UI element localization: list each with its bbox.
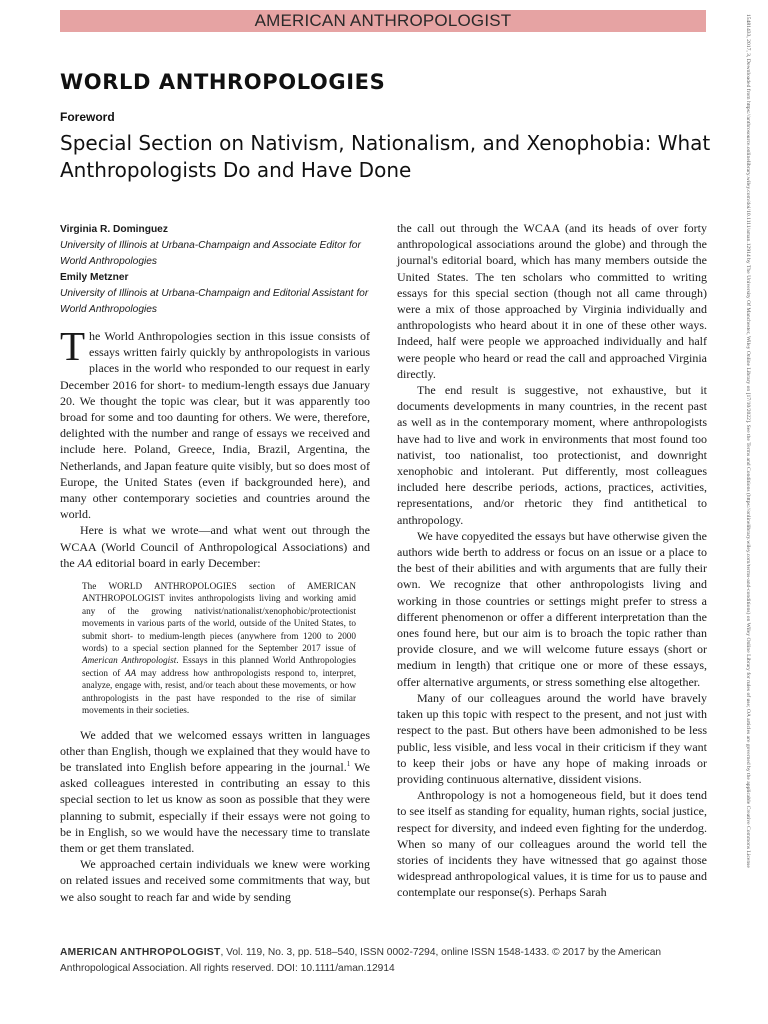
paragraph	[60, 522, 370, 571]
paragraph	[60, 323, 370, 522]
author-name: Virginia R. Dominguez	[60, 224, 168, 235]
author-affiliation: University of Illinois at Urbana-Champaign and Associate Editor for World Anthropologies	[60, 240, 361, 267]
quote-text: The WORLD ANTHROPOLOGIES section of AMERICAN ANTHROPOLOGIST invites anthropologists living and working amid any of the growing nativist/nationalist/xenophobic/protectionist movements in various parts of the world, outside of the United States, to submit short- to medium-length pieces (anywhere from 1200 to 2000 words) to a special section planned for the September 2017 issue of	[82, 581, 356, 654]
footer-citation: , Vol. 119, No. 3, pp. 518–540, ISSN 0002-7294, online ISSN 1548-1433. © 2017 by the American Anthropological Association. All rights reserved. DOI: 10.1111/aman.12914	[60, 947, 662, 974]
quote-text: may address how anthropologists respond to, interpret, analyze, engage with, resist, and/or teach about these movements, or how anthropologists in the past have responded to the rise of similar movements in their societies.	[82, 667, 356, 716]
download-side-note	[742, 14, 752, 1004]
quote-text: . Essays in this planned World Anthropologies section of	[82, 655, 356, 678]
author-block	[60, 222, 370, 318]
paragraph: We approached certain individuals we knew were working on related issues and received some commitments that way, but we also sought to reach far and wide by sending	[60, 857, 370, 904]
footer-journal-name: AMERICAN ANTHROPOLOGIST	[60, 947, 221, 958]
paragraph-text: editorial board in early December:	[92, 555, 261, 570]
journal-name: AMERICAN ANTHROPOLOGIST	[254, 11, 512, 30]
paragraph: We have copyedited the essays but have otherwise given the authors wide berth to address or focus on an issue or a place to the best of their abilities and with arguments that are fully their own. We recognize that other anthropologists living and working in those countries or settings might prefer to stress a different phenomenon or offer a different interpretation than the ones found here, but our aim is to broach the topic rather than provide closure, and we will welcome future essays (short or medium in length) that critique one or more of these essays, offer alternative arguments, or stress something else altogether.	[397, 528, 707, 689]
journal-header-bar	[60, 10, 706, 32]
paragraph-text: he World Anthropologies section in this issue consists of essays written fairly quickly by anthropologists in various places in the world who responded to our request in early December 2016 for short- to medium-length essays due January 20. We thought the topic was clear, but it was apparently too broad for some and too daunting for others. We were, therefore, delighted with the number and range of essays we received and include here. Poland, Greece, India, Brazil, Argentina, the Netherlands, and Japan feature quite visibly, but so does most of Europe, the United States (even if backgrounded here), and many other contemporary societies and countries around the world.	[60, 329, 370, 522]
paragraph-text: Here is what we wrote—and what went out through the WCAA (World Council of Anthropological Associations) and the	[60, 523, 370, 570]
drop-cap: T	[60, 323, 86, 369]
paragraph	[60, 727, 370, 857]
article-title: Special Section on Nativism, Nationalism, and Xenophobia: What Anthropologists Do and Have Done	[60, 131, 711, 182]
left-column	[60, 323, 371, 905]
foreword-label: Foreword	[60, 110, 115, 124]
author-affiliation: University of Illinois at Urbana-Champaign and Editorial Assistant for World Anthropologies	[60, 288, 369, 315]
journal-abbrev: AA	[77, 555, 93, 570]
right-column	[397, 220, 707, 901]
section-title: WORLD ANTHROPOLOGIES	[60, 70, 386, 94]
paragraph-text: We added that we welcomed essays written in languages other than English, though we explained that they would have to be translated into English before appearing in the journal.	[60, 727, 370, 774]
side-note-text: 15481433, 2017, 3, Downloaded from https://anthrosource.onlinelibrary.wiley.com/doi/10.1111/aman.12914 by The University Of Manchester, Wiley Online Library on [17/10/2022]. See the Terms and Conditions (https://onlinelibrary.wiley.com/terms-and-conditions) on Wiley Online Library for rules of use; OA articles are governed by the applicable Creative Commons License	[745, 14, 751, 868]
footnote-marker[interactable]: 1	[346, 759, 351, 768]
author-name: Emily Metzner	[60, 272, 129, 283]
page-footer	[60, 945, 706, 977]
journal-abbrev: AA	[124, 667, 137, 678]
paragraph: the call out through the WCAA (and its heads of over forty anthropological associations around the globe) and through the journal's editorial board, which has many members outside the United States. The ten scholars who committed to writing essays for this special section (though not all came through) were a mix of those approached by Virginia individually and anthropologists who heard about it in one of these other ways. Indeed, half were people we approached individually and half were people who heard or read the call and approached Virginia directly.	[397, 221, 707, 381]
paragraph: Many of our colleagues around the world have bravely taken up this topic with respect to the present, and not just with respect to the past. But others have been admonished to be less public, less visible, and less vocal in their criticism if they want to keep their jobs or have any hope of making inroads or providing continuous alternative, dissident visions.	[397, 690, 707, 786]
journal-title-italic: American Anthropologist	[82, 655, 177, 666]
block-quote	[82, 580, 356, 716]
paragraph-text: We asked colleagues interested in contributing an essay to this special section to let us know as soon as possible that they were planning to submit, especially if their essays were not going to be in English, so we would have the necessary time to translate them or get them translated.	[60, 759, 371, 855]
paragraph: The end result is suggestive, not exhaustive, but it documents developments in many countries, in the recent past as well as in the contemporary moment, where anthropologists have had to live and work in environments that most found too nativist, too nationalist, too protectionist, and downright xenophobic and intolerant. Put differently, most colleagues included here describe periods, actions, practices, activities, representations, and/or rhetoric they find antithetical to anthropology.	[397, 383, 707, 527]
paragraph: Anthropology is not a homogeneous field, but it does tend to see itself as standing for equality, human rights, social justice, respect for diversity, and indeed even fighting for the underdog. When so many of our colleagues around the world tell the stories of incidents they have witnessed that go against those widespread anthropological values, it is time for us to pause and contemplate our response(s). Perhaps Sarah	[397, 788, 707, 900]
